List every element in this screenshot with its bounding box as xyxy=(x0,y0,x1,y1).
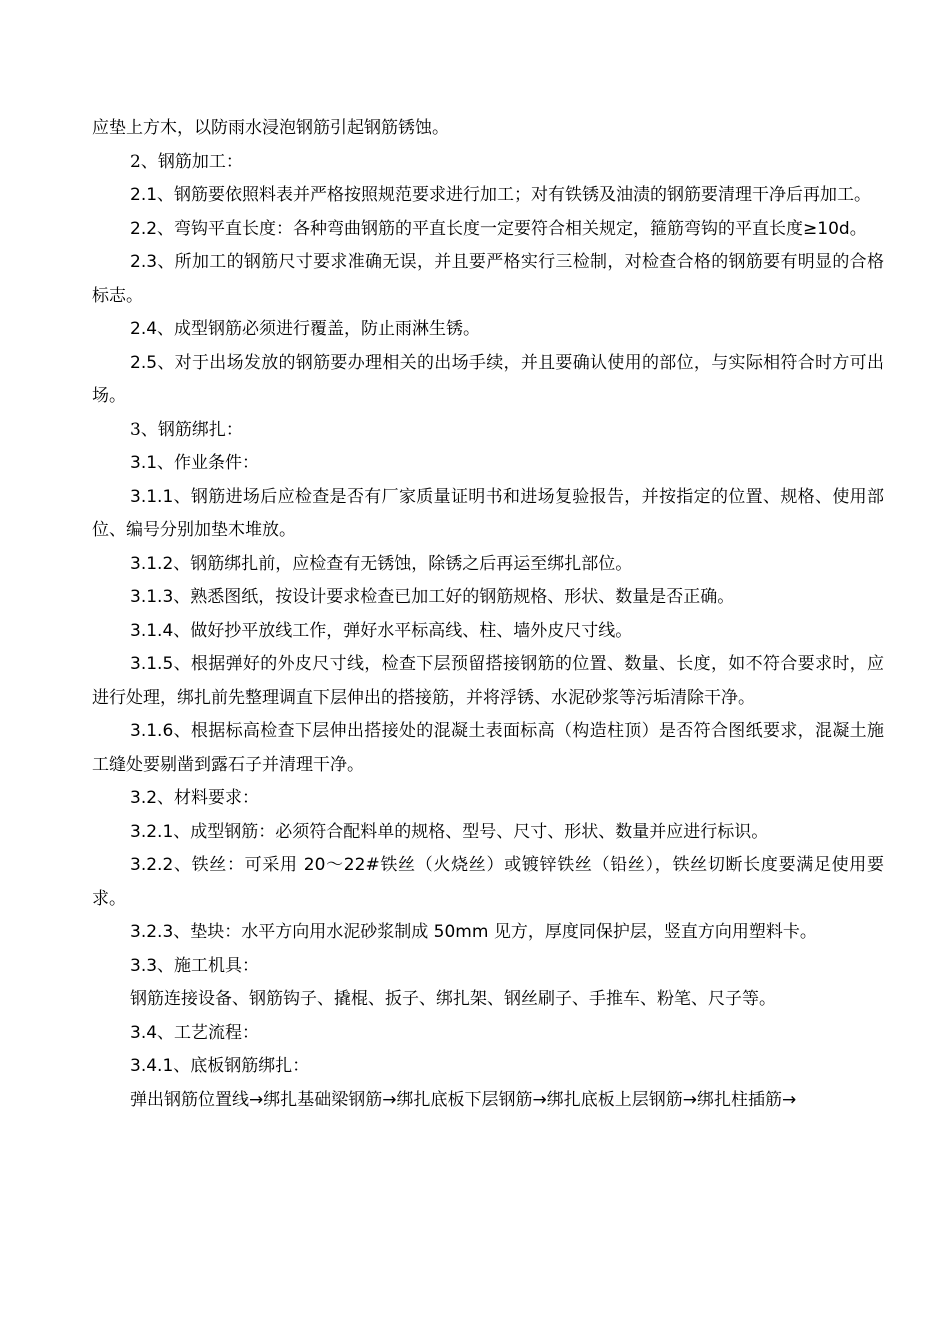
paragraph-3-2-2: 3.2.2、铁丝：可采用 20～22#铁丝（火烧丝）或镀锌铁丝（铅丝），铁丝切断长度要满足使用要求。 xyxy=(92,855,884,909)
paragraph-3-2-3: 3.2.3、垫块：水平方向用水泥砂浆制成 50mm 见方，厚度同保护层，竖直方向用塑料卡。 xyxy=(130,922,817,942)
heading-3-4: 3.4、工艺流程： xyxy=(130,1022,260,1043)
paragraph-2-3: 2.3、所加工的钢筋尺寸要求准确无误，并且要严格实行三检制，对检查合格的钢筋要有明显的合格标志。 xyxy=(92,252,884,306)
paragraph-3-1-3: 3.1.3、熟悉图纸，按设计要求检查已加工好的钢筋规格、形状、数量是否正确。 xyxy=(130,587,735,607)
heading-3-2: 3.2、材料要求： xyxy=(130,788,260,808)
paragraph-3-1-6: 3.1.6、根据标高检查下层伸出搭接处的混凝土表面标高（构造柱顶）是否符合图纸要求，混凝土施工缝处要剔凿到露石子并清理干净。 xyxy=(92,721,884,775)
paragraph-2-5: 2.5、对于出场发放的钢筋要办理相关的出场手续，并且要确认使用的部位，与实际相符合时方可出场。 xyxy=(92,352,884,406)
paragraph-tools-list: 钢筋连接设备、钢筋钩子、撬棍、扳子、绑扎架、钢丝刷子、手推车、粉笔、尺子等。 xyxy=(130,989,776,1009)
heading-3-1: 3.1、作业条件： xyxy=(130,453,260,473)
paragraph-2-4: 2.4、成型钢筋必须进行覆盖，防止雨淋生锈。 xyxy=(130,319,481,339)
document-page xyxy=(92,112,884,1117)
paragraph-3-1-4: 3.1.4、做好抄平放线工作，弹好水平标高线、柱、墙外皮尺寸线。 xyxy=(130,620,633,641)
paragraph-3-1-1: 3.1.1、钢筋进场后应检查是否有厂家质量证明书和进场复验报告，并按指定的位置、规格、使用部位、编号分别加垫木堆放。 xyxy=(92,486,884,540)
heading-steel-binding: 3、钢筋绑扎： xyxy=(130,419,243,440)
paragraph-2-1: 2.1、钢筋要依照料表并严格按照规范要求进行加工；对有铁锈及油渍的钢筋要清理干净后再加工。 xyxy=(130,185,872,205)
paragraph-3-1-5: 3.1.5、根据弹好的外皮尺寸线，检查下层预留搭接钢筋的位置、数量、长度，如不符合要求时，应进行处理，绑扎前先整理调直下层伸出的搭接筋，并将浮锈、水泥砂浆等污垢清除干净。 xyxy=(92,654,884,708)
paragraph-3-1-2: 3.1.2、钢筋绑扎前，应检查有无锈蚀，除锈之后再运至绑扎部位。 xyxy=(130,553,633,574)
paragraph-continuation: 应垫上方木，以防雨水浸泡钢筋引起钢筋锈蚀。 xyxy=(92,118,449,138)
heading-3-3: 3.3、施工机具： xyxy=(130,955,260,976)
paragraph-process-flow: 弹出钢筋位置线→绑扎基础梁钢筋→绑扎底板下层钢筋→绑扎底板上层钢筋→绑扎柱插筋→ xyxy=(130,1089,797,1110)
paragraph-3-2-1: 3.2.1、成型钢筋：必须符合配料单的规格、型号、尺寸、形状、数量并应进行标识。 xyxy=(130,821,769,842)
heading-3-4-1: 3.4.1、底板钢筋绑扎： xyxy=(130,1056,310,1076)
heading-steel-processing: 2、钢筋加工： xyxy=(130,151,243,172)
paragraph-2-2: 2.2、弯钩平直长度：各种弯曲钢筋的平直长度一定要符合相关规定，箍筋弯钩的平直长度≥10d。 xyxy=(130,218,867,239)
